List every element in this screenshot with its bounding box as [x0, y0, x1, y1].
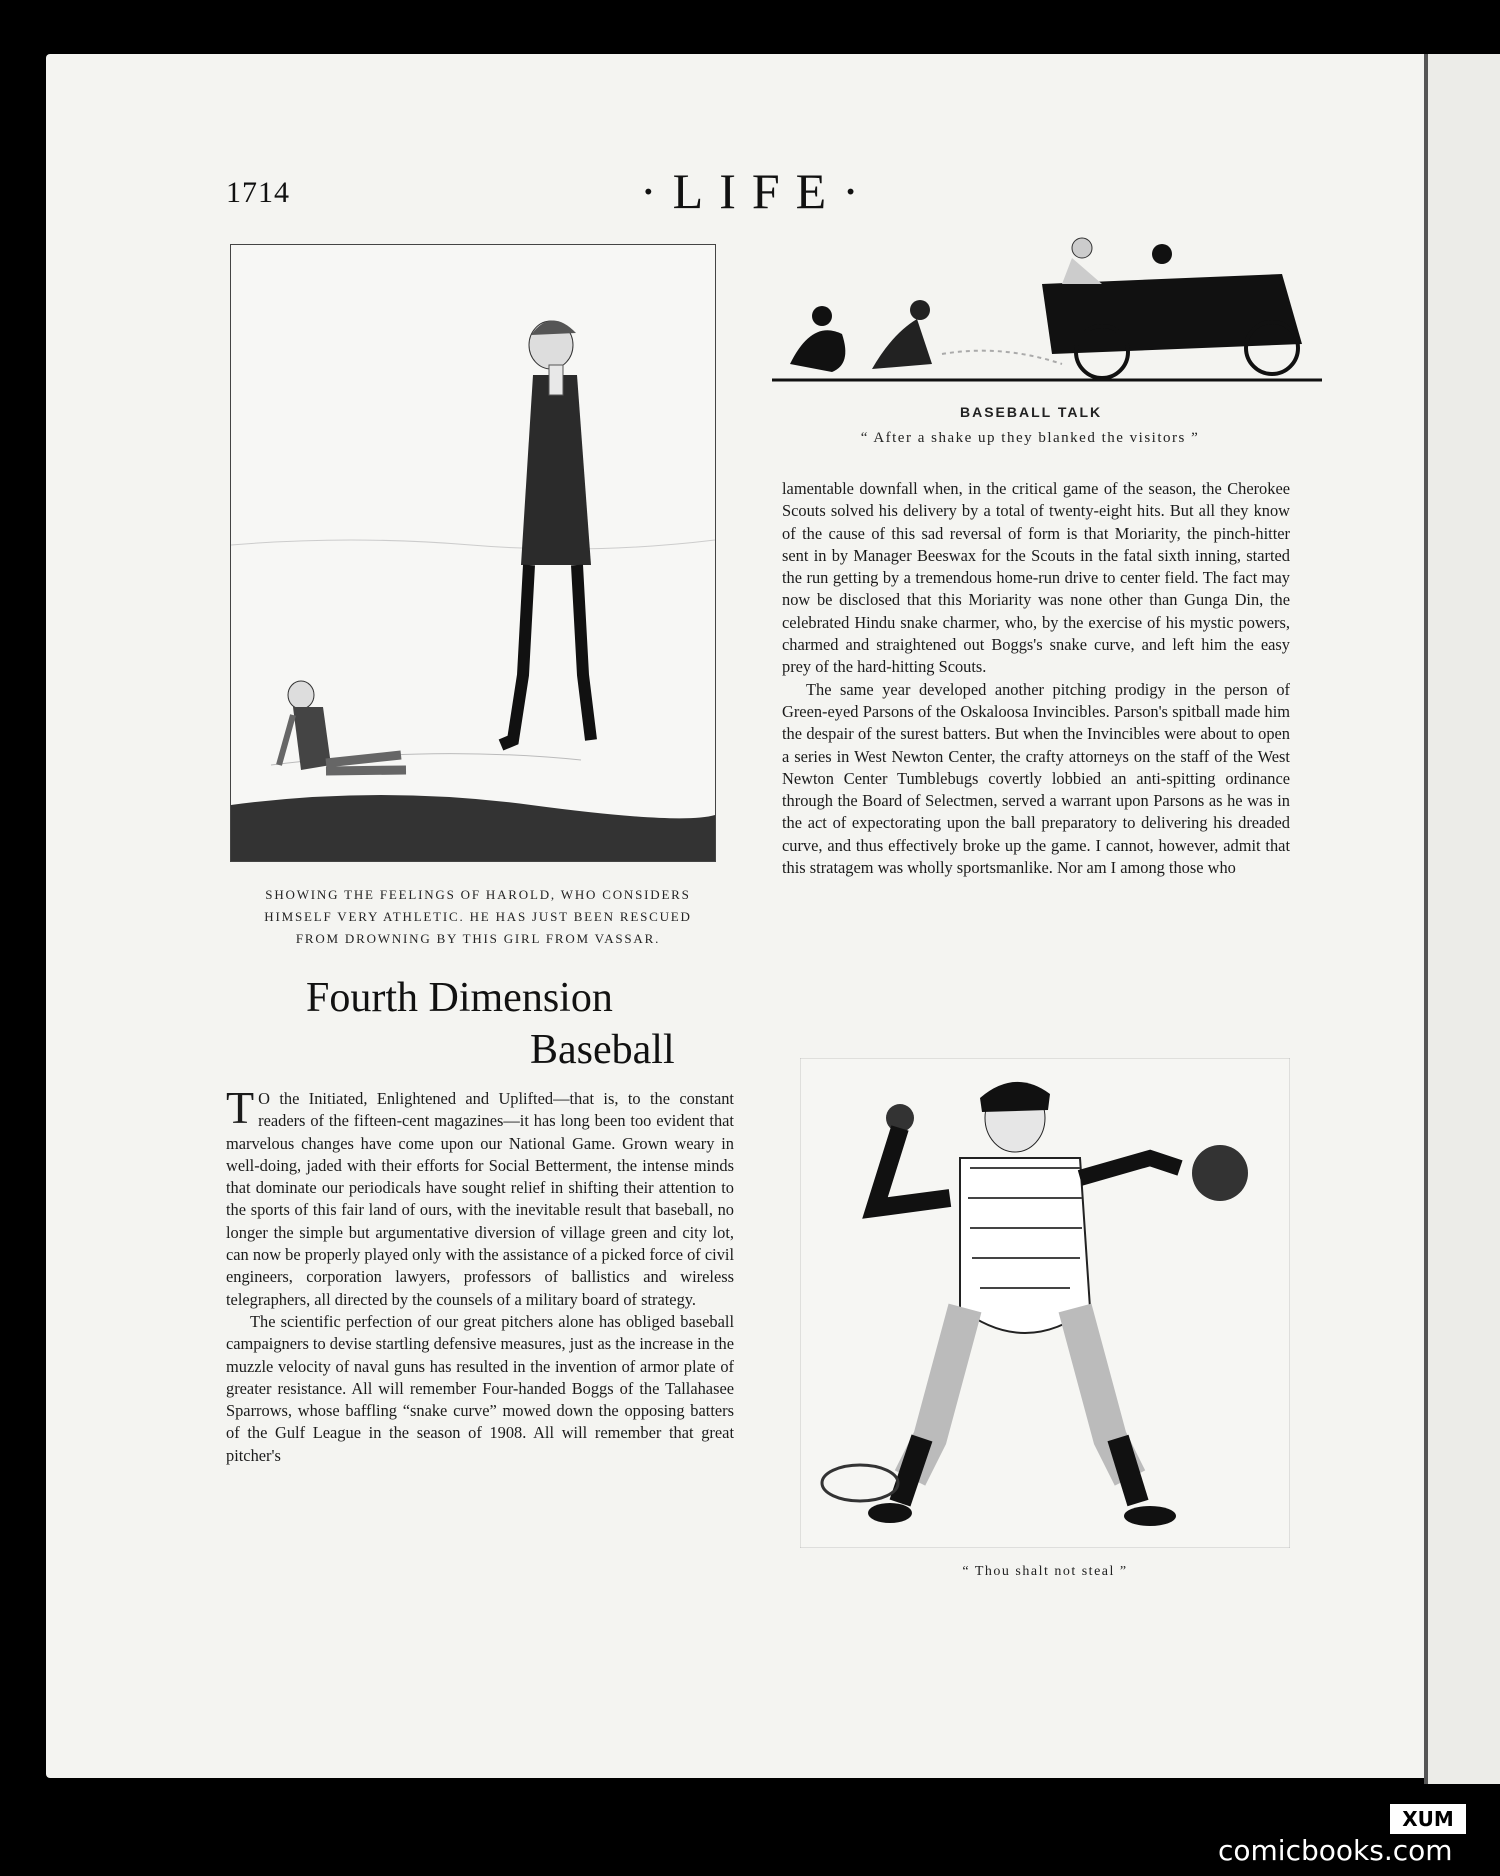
beach-scene-caption: SHOWING THE FEELINGS OF HAROLD, WHO CONSIDERS HIMSELF VERY ATHLETIC. HE HAS JUST BEEN RESCUED FROM DROWNING BY THIS GIRL FROM VASSAR.	[264, 887, 692, 946]
catcher-caption: “ Thou shalt not steal ”	[962, 1564, 1128, 1579]
article-paragraph-2: The scientific perfection of our great pitchers alone has obliged baseball campaigners to devise startling defensive measures, just as the increase in the muzzle velocity of naval guns has resulted in the invention of armor plate of greater resistance. All will remember Four-handed Boggs of the Tallahasee Sparrows, whose baffling “snake curve” mowed down the opposing batters of the Gulf League in the season of 1908. All will remember that great pitcher's	[226, 1311, 734, 1465]
site-watermark	[1218, 1804, 1488, 1874]
baseball-car-drawing	[742, 224, 1322, 384]
article-title-line1: Fourth Dimension	[306, 975, 613, 1021]
article-paragraph-1: T O the Initiated, Enlightened and Uplifted—that is, to the constant readers of the fifteen-cent magazines—it has long been too evident that marvelous changes have come upon our National Game. Grown weary in well-doing, jaded with their efforts for Social Betterment, the intense minds that dominate our periodicals have sought relief in shifting their attention to the sports of this fair land of ours, with the inevitable result that baseball, no longer the simple but argumentative diversion of village green and city lot, can now be properly played only with the assistance of a picked force of civil engineers, corporation lawyers, professors of ballistics and wireless telegraphers, all directed by the counsels of a military board of strategy.	[226, 1082, 734, 1309]
article-title-line2: Baseball	[530, 1027, 675, 1073]
watermark-badge: XUM	[1390, 1804, 1466, 1834]
baseball-talk-caption: “ After a shake up they blanked the visitors ”	[860, 430, 1200, 446]
baseball-talk-title: BASEBALL TALK	[960, 404, 1103, 420]
drop-cap: T	[226, 1082, 255, 1133]
illustration-catcher	[800, 1058, 1290, 1548]
illustration-baseball-car	[742, 224, 1322, 384]
beach-scene-drawing	[231, 245, 715, 861]
article-column-right	[782, 478, 1290, 879]
page-number: 1714	[226, 176, 290, 209]
facing-page-edge	[1424, 54, 1500, 1784]
masthead: ·LIFE·	[640, 163, 875, 219]
article-paragraph-4: The same year developed another pitching prodigy in the person of Green-eyed Parsons of the Oskaloosa Invincibles. Parson's spitball made him the despair of the surest batters. But when the Invincibles were about to open a series in West Newton Center, the crafty attorneys on the staff of the West Newton Center Tumblebugs covertly lobbied an anti-spitting ordinance through the Board of Selectmen, served a warrant upon Parsons as he was in the act of expectorating upon the ball preparatory to delivering his dreaded curve, and thus effectively broke up the game. I cannot, however, admit that this stratagem was wholly sportsmanlike. Nor am I among those who	[782, 679, 1290, 878]
illustration-beach-scene	[230, 244, 716, 862]
article-paragraph-3: lamentable downfall when, in the critical game of the season, the Cherokee Scouts solved his delivery by a total of twenty-eight hits. But all they know of the cause of this sad reversal of form is that Moriarity, the pinch-hitter sent in by Manager Beeswax for the Scouts in the fatal sixth inning, started the run getting by a tremendous home-run drive to center field. The fact may now be disclosed that this Moriarity was none other than Gunga Din, the celebrated Hindu snake charmer, who, by the exercise of his mystic powers, charmed and straightened out Boggs's snake curve, and left him the easy prey of the hard-hitting Scouts.	[782, 479, 1290, 677]
watermark-site: comicbooks.com	[1218, 1834, 1453, 1867]
article-column-left	[226, 1082, 734, 1467]
catcher-drawing	[800, 1058, 1290, 1548]
